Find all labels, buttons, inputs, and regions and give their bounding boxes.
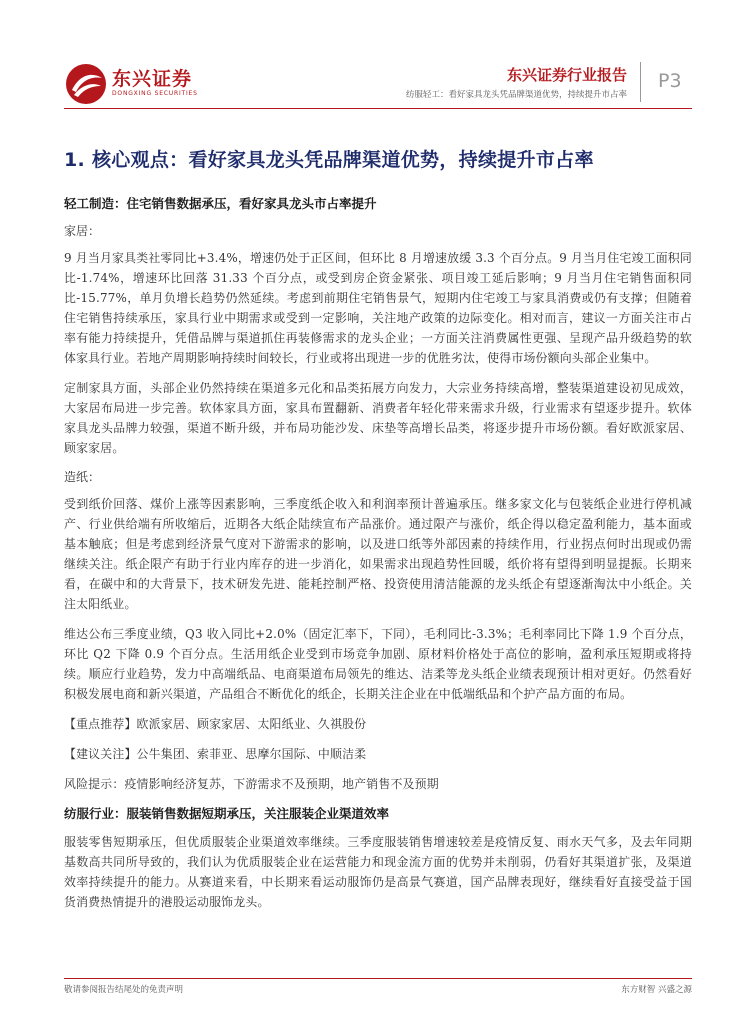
header-divider (640, 62, 641, 102)
risk-warning: 风险提示：疫情影响经济复苏，下游需求不及预期，地产销售不及预期 (64, 777, 439, 791)
section-title: 1. 核心观点：看好家具龙头凭品牌渠道优势，持续提升市占率 (64, 149, 594, 171)
report-subtitle: 纺服轻工：看好家具龙头凭品牌渠道优势，持续提升市占率 (405, 90, 627, 100)
textile-paragraph: 服装零售短期承压，但优质服装企业渠道效率继续。三季度服装销售增速较差是疫情反复、雨水天气多，及去年同期基数高共同所导致的，我们认为优质服装企业在运营能力和现金流方面的优势并未削弱，仍看好其渠道扩张，及渠道效率持续提升的能力。从赛道来看，中长期来看运动服饰仍是高景气赛道，国产品牌表现好，继续看好直接受益于国货消费热情提升的港股运动服饰龙头。 (64, 835, 692, 909)
header-rule (64, 108, 692, 109)
furniture-paragraph-2: 定制家具方面，头部企业仍然持续在渠道多元化和品类拓展方向发力，大宗业务持续高增，整装渠道建设初见成效，大家居布局进一步完善。软体家具方面，家具布置翻新、消费者年轻化带来需求升级，行业需求有望逐步提升。软体家具龙头品牌力较强，渠道不断升级，并布局功能沙发、床垫等高增长品类，将逐步提升市场份额。看好欧派家居、顾家家居。 (64, 381, 692, 455)
furniture-label: 家居： (64, 224, 101, 238)
page-number: P3 (658, 70, 682, 92)
light-industry-heading: 轻工制造：住宅销售数据承压，看好家具龙头市占率提升 (64, 196, 377, 211)
furniture-paragraph-1: 9 月当月家具类社零同比+3.4%，增速仍处于正区间，但环比 8 月增速放缓 3.3 个百分点。9 月当月住宅竣工面积同比-1.74%，增速环比回落 31.33 个百分点，或受到房企资金紧张、项目竣工延后影响；9 月当月住宅销售面积同比-15.77%，单月负增长趋势仍然延续。考虑到前期住宅销售景气，短期内住宅竣工与家具消费或仍有支撑；但随着住宅销售持续承压，家具行业中期需求或受到一定影响，关注地产政策的边际变化。相对而言，建议一方面关注市占率有能力持续提升，凭借品牌与渠道抓住再装修需求的龙头企业；一方面关注消费属性更强、呈现产品升级趋势的软体家具行业。若地产周期影响持续时间较长，行业或将出现进一步的优胜劣汰，使得市场份额向头部企业集中。 (64, 251, 692, 365)
paper-paragraph-2: 维达公布三季度业绩，Q3 收入同比+2.0%（固定汇率下，下同），毛利同比-3.3%；毛利率同比下降 1.9 个百分点，环比 Q2 下降 0.9 个百分点。生活用纸企业受到市场竞争加剧、原材料价格处于高位的影响，盈利承压短期或将持续。顺应行业趋势，发力中高端纸品、电商渠道布局领先的维达、洁柔等龙头纸企业绩表现预计相对更好。仍然看好积极发展电商和新兴渠道，产品组合不断优化的纸企，长期关注企业在中低端纸品和个护产品方面的布局。 (64, 627, 692, 701)
textile-heading: 纺服行业：服装销售数据短期承压，关注服装企业渠道效率 (64, 806, 390, 821)
company-logo (64, 62, 198, 106)
logo-chinese-name: 东兴证券 (112, 68, 193, 90)
main-content (64, 145, 692, 922)
footer-rule (64, 978, 692, 979)
dongxing-logo-icon (64, 62, 108, 106)
footer-slogan: 东方财智 兴盛之源 (621, 985, 692, 995)
attention-list: 【建议关注】公牛集团、索菲亚、思摩尔国际、中顺洁柔 (64, 747, 367, 761)
recommend-list: 【重点推荐】欧派家居、顾家家居、太阳纸业、久祺股份 (64, 717, 367, 731)
logo-english-name: DONGXING SECURITIES (112, 90, 198, 97)
footer-disclaimer: 敬请参阅报告结尾处的免责声明 (64, 985, 184, 995)
report-title: 东兴证券行业报告 (506, 66, 627, 84)
page-header (0, 0, 755, 120)
paper-paragraph-1: 受到纸价回落、煤价上涨等因素影响，三季度纸企收入和利润率预计普遍承压。继多家文化与包装纸企业进行停机减产、行业供给端有所收缩后，近期各大纸企陆续宣布产品涨价。通过限产与涨价，纸企得以稳定盈利能力，基本面或基本触底；但是考虑到经济景气度对下游需求的影响，以及进口纸等外部因素的持续作用，行业拐点何时出现或仍需继续关注。纸企限产有助于行业内库存的进一步消化，如果需求出现趋势性回暖，纸价将有望得到明显提振。长期来看，在碳中和的大背景下，技术研发先进、能耗控制严格、投资使用清洁能源的龙头纸企有望逐渐淘汰中小纸企。关注太阳纸业。 (64, 497, 692, 611)
paper-label: 造纸： (64, 470, 101, 484)
